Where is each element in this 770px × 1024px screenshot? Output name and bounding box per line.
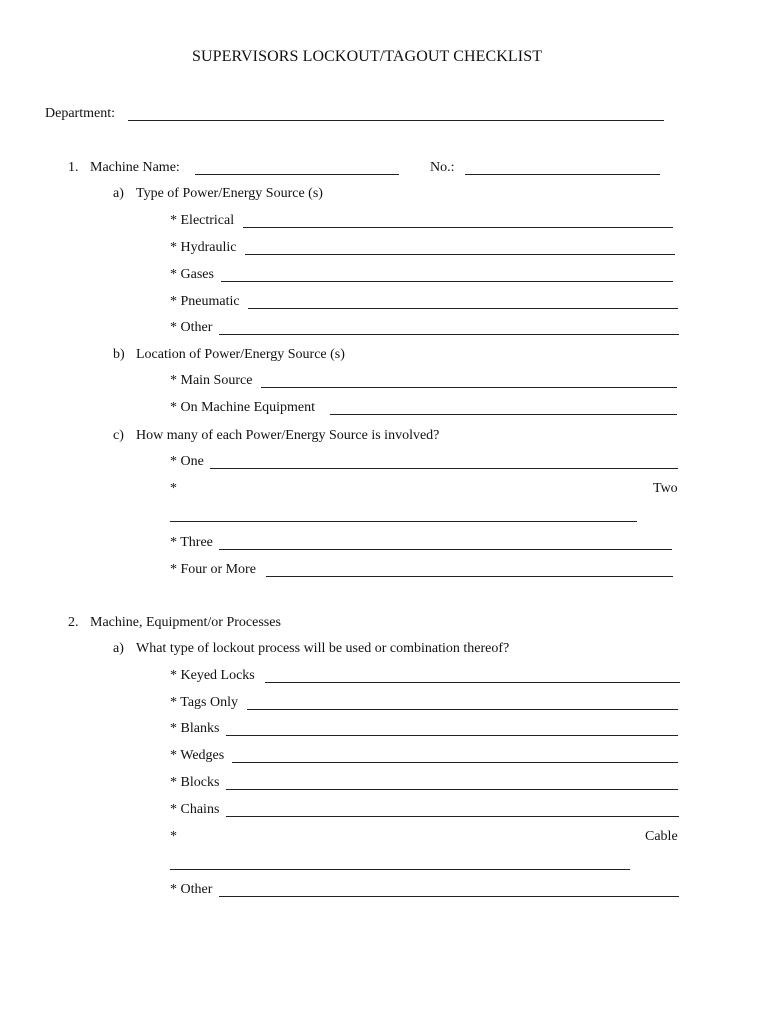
subsection-1b-heading: Location of Power/Energy Source (s) bbox=[136, 347, 345, 362]
location-machine-label: * On Machine Equipment bbox=[170, 400, 316, 415]
lockout-cable-label: Cable bbox=[645, 829, 678, 844]
count-three-label: * Three bbox=[170, 535, 213, 550]
energy-gases-row bbox=[170, 267, 214, 283]
energy-electrical-label: * Electrical bbox=[170, 213, 235, 228]
count-four-field[interactable] bbox=[266, 576, 673, 577]
section-2-heading: Machine, Equipment/or Processes bbox=[90, 615, 281, 630]
lockout-tags-field[interactable] bbox=[247, 709, 678, 710]
lockout-keyed-label: * Keyed Locks bbox=[170, 668, 255, 683]
count-four-label: * Four or More bbox=[170, 562, 256, 577]
lockout-other-field[interactable] bbox=[219, 896, 679, 897]
lockout-wedges-label: * Wedges bbox=[170, 748, 225, 763]
location-main-label: * Main Source bbox=[170, 373, 253, 388]
section-1-number: 1. bbox=[68, 160, 79, 175]
count-two-field[interactable] bbox=[170, 521, 637, 522]
subsection-1b-marker: b) bbox=[113, 347, 125, 362]
count-three-row bbox=[170, 535, 213, 551]
section-2-number: 2. bbox=[68, 615, 79, 630]
lockout-blanks-label: * Blanks bbox=[170, 721, 220, 736]
lockout-wedges-row bbox=[170, 748, 224, 764]
count-one-field[interactable] bbox=[210, 468, 678, 469]
lockout-wedges-field[interactable] bbox=[232, 762, 678, 763]
energy-hydraulic-field[interactable] bbox=[245, 254, 675, 255]
count-one-row bbox=[170, 454, 204, 470]
lockout-blocks-row bbox=[170, 775, 219, 791]
machine-no-label: No.: bbox=[430, 160, 455, 175]
lockout-blanks-field[interactable] bbox=[226, 735, 678, 736]
energy-pneumatic-field[interactable] bbox=[248, 308, 678, 309]
lockout-chains-row bbox=[170, 802, 219, 818]
energy-other-field[interactable] bbox=[219, 334, 679, 335]
location-main-field[interactable] bbox=[261, 387, 677, 388]
lockout-other-label: * Other bbox=[170, 882, 213, 897]
lockout-keyed-field[interactable] bbox=[265, 682, 680, 683]
subsection-2a-heading: What type of lockout process will be used or combination thereof? bbox=[136, 641, 510, 656]
page-title: SUPERVISORS LOCKOUT/TAGOUT CHECKLIST bbox=[192, 48, 543, 65]
lockout-cable-field[interactable] bbox=[170, 869, 630, 870]
lockout-blocks-label: * Blocks bbox=[170, 775, 220, 790]
subsection-1a-heading: Type of Power/Energy Source (s) bbox=[136, 186, 323, 201]
energy-pneumatic-label: * Pneumatic bbox=[170, 294, 240, 309]
subsection-1c-marker: c) bbox=[113, 428, 124, 443]
lockout-blanks-row bbox=[170, 721, 219, 737]
count-two-label: Two bbox=[653, 481, 678, 496]
machine-name-field[interactable] bbox=[195, 174, 399, 175]
location-machine-row bbox=[170, 400, 315, 416]
energy-hydraulic-row bbox=[170, 240, 236, 256]
machine-no-field[interactable] bbox=[465, 174, 660, 175]
energy-hydraulic-label: * Hydraulic bbox=[170, 240, 237, 255]
lockout-tags-row bbox=[170, 695, 238, 711]
energy-gases-label: * Gases bbox=[170, 267, 214, 282]
department-label: Department: bbox=[45, 106, 115, 121]
lockout-tags-label: * Tags Only bbox=[170, 695, 238, 710]
count-four-row bbox=[170, 562, 256, 578]
department-field[interactable] bbox=[128, 120, 664, 121]
location-main-row bbox=[170, 373, 252, 389]
energy-other-label: * Other bbox=[170, 320, 213, 335]
machine-name-label: Machine Name: bbox=[90, 160, 180, 175]
energy-electrical-field[interactable] bbox=[243, 227, 673, 228]
energy-gases-field[interactable] bbox=[221, 281, 673, 282]
lockout-chains-field[interactable] bbox=[226, 816, 679, 817]
count-one-label: * One bbox=[170, 454, 204, 469]
lockout-blocks-field[interactable] bbox=[226, 789, 678, 790]
location-machine-field[interactable] bbox=[330, 414, 677, 415]
subsection-2a-marker: a) bbox=[113, 641, 124, 656]
energy-other-row bbox=[170, 320, 212, 336]
energy-pneumatic-row bbox=[170, 294, 240, 310]
lockout-cable-star: * bbox=[170, 829, 177, 844]
subsection-1a-marker: a) bbox=[113, 186, 124, 201]
count-two-star: * bbox=[170, 481, 177, 496]
count-three-field[interactable] bbox=[219, 549, 672, 550]
subsection-1c-heading: How many of each Power/Energy Source is involved? bbox=[136, 428, 440, 443]
lockout-chains-label: * Chains bbox=[170, 802, 220, 817]
lockout-keyed-row bbox=[170, 668, 255, 684]
lockout-other-row bbox=[170, 882, 212, 898]
